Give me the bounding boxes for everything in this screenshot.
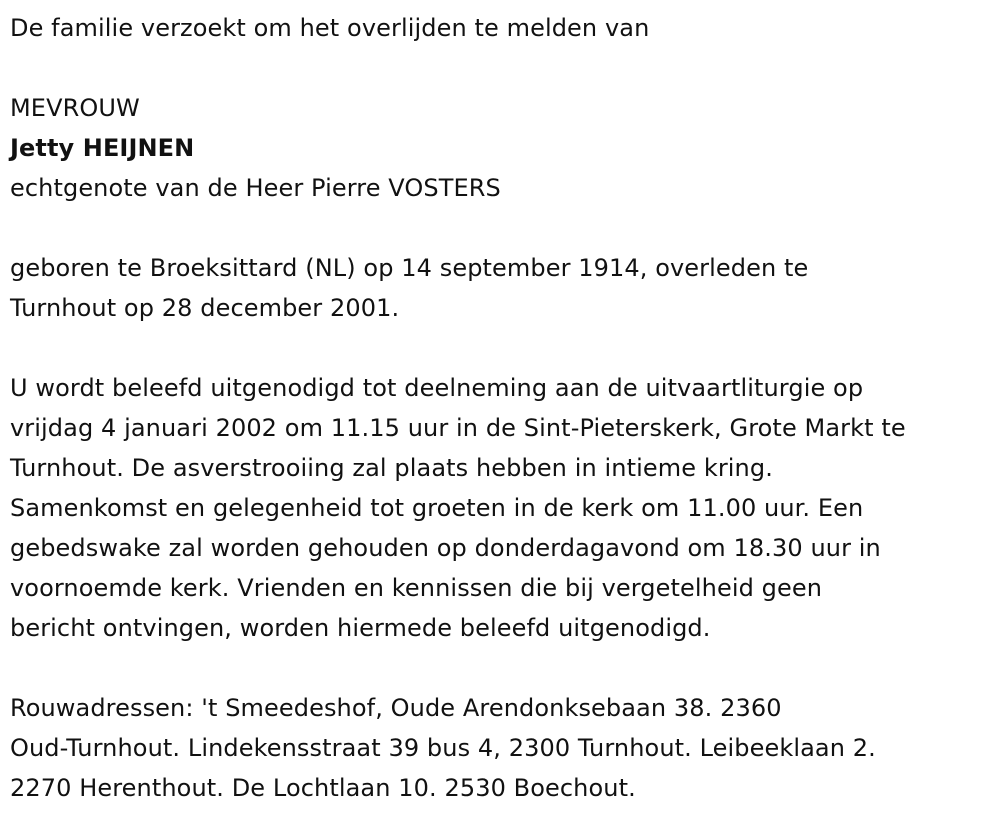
death-notice [10, 8, 992, 808]
paragraph-line: Turnhout op 28 december 2001. [10, 294, 400, 322]
invitation-paragraph [10, 368, 992, 648]
paragraph-line: 2270 Herenthout. De Lochtlaan 10. 2530 Boechout. [10, 774, 636, 802]
paragraph-line: geboren te Broeksittard (NL) op 14 september 1914, overleden te [10, 254, 809, 282]
addresses-paragraph [10, 688, 992, 808]
deceased-name: Jetty HEIJNEN [10, 134, 195, 162]
paragraph-line: U wordt beleefd uitgenodigd tot deelneming aan de uitvaartliturgie op [10, 374, 864, 402]
spacer [10, 48, 992, 88]
spacer [10, 208, 992, 248]
birth-death-paragraph [10, 248, 992, 328]
paragraph-line: Rouwadressen: 't Smeedeshof, Oude Arendonksebaan 38. 2360 [10, 694, 782, 722]
spacer [10, 648, 992, 688]
paragraph-line: Samenkomst en gelegenheid tot groeten in de kerk om 11.00 uur. Een [10, 494, 864, 522]
spacer [10, 328, 992, 368]
paragraph-line: gebedswake zal worden gehouden op donderdagavond om 18.30 uur in [10, 534, 881, 562]
paragraph-line: vrijdag 4 januari 2002 om 11.15 uur in de Sint-Pieterskerk, Grote Markt te [10, 414, 906, 442]
spouse-line: echtgenote van de Heer Pierre VOSTERS [10, 174, 501, 202]
paragraph-line: bericht ontvingen, worden hiermede beleefd uitgenodigd. [10, 614, 711, 642]
paragraph-line: voornoemde kerk. Vrienden en kennissen die bij vergetelheid geen [10, 574, 823, 602]
salutation: MEVROUW [10, 94, 140, 122]
paragraph-line: Turnhout. De asverstrooiing zal plaats hebben in intieme kring. [10, 454, 773, 482]
intro-line: De familie verzoekt om het overlijden te melden van [10, 14, 650, 42]
paragraph-line: Oud-Turnhout. Lindekensstraat 39 bus 4, 2300 Turnhout. Leibeeklaan 2. [10, 734, 876, 762]
